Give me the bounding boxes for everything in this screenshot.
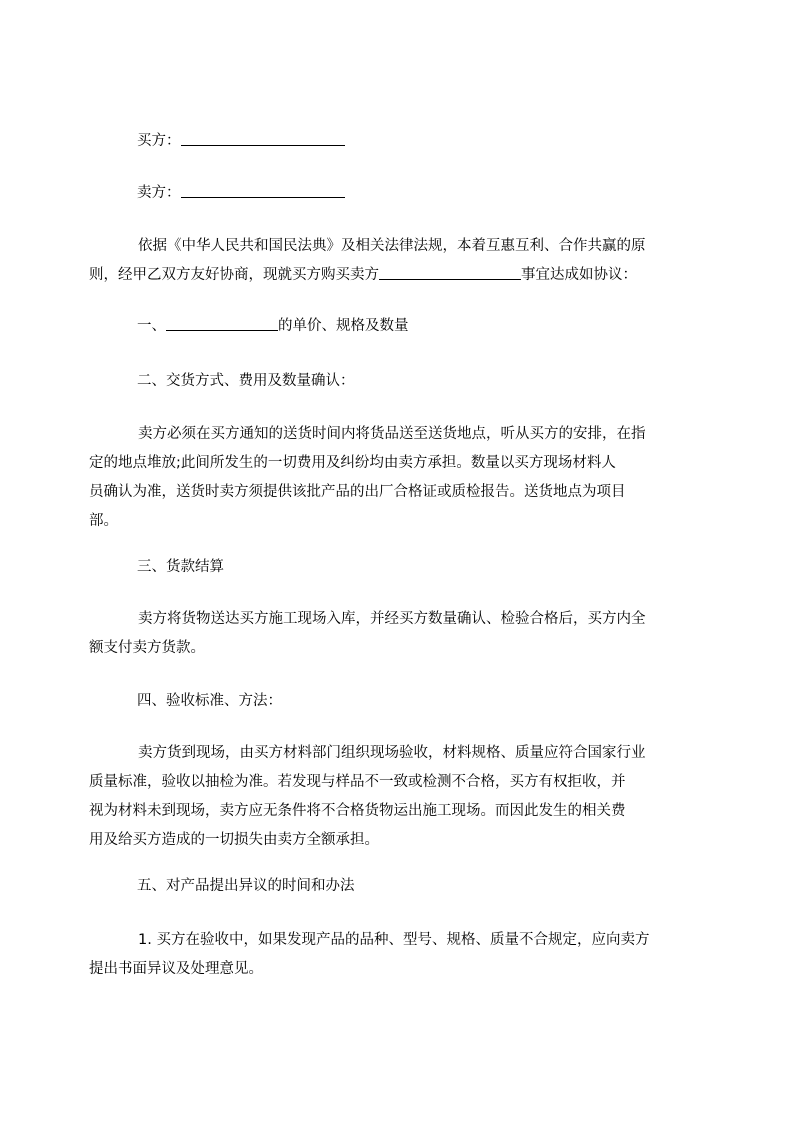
section-3-body — [89, 605, 715, 663]
section-4-line: 卖方货到现场，由买方材料部门组织现场验收，材料规格、质量应符合国家行业 — [138, 745, 646, 761]
preamble-line-2-start: 则，经甲乙双方友好协商，现就买方购买卖方 — [89, 267, 379, 283]
preamble-paragraph — [89, 232, 715, 290]
section-2-line: 定的地点堆放;此间所发生的一切费用及纠纷均由卖方承担。数量以买方现场材料人 — [89, 455, 616, 471]
section-5-heading: 五、对产品提出异议的时间和办法 — [137, 878, 355, 894]
section-5-body — [89, 926, 715, 984]
section-4-body — [89, 739, 715, 855]
section-3-line: 额支付卖方货款。 — [89, 640, 205, 656]
section-2-body — [89, 420, 715, 536]
preamble-line-2-end: 事宜达成如协议： — [521, 267, 637, 283]
seller-line — [89, 179, 715, 208]
section-2-line: 部。 — [89, 513, 118, 529]
section-4-line: 质量标准，验收以抽检为准。若发现与样品不一致或检测不合格，买方有权拒收，并 — [89, 774, 626, 790]
section-4-line: 视为材料未到现场，卖方应无条件将不合格货物运出施工现场。而因此发生的相关费 — [89, 803, 626, 819]
buyer-line — [89, 127, 715, 156]
product-blank[interactable] — [166, 315, 278, 331]
goods-name-blank[interactable] — [379, 264, 521, 280]
section-5-line: 1. 买方在验收中，如果发现产品的品种、型号、规格、质量不合规定，应向卖方 — [138, 932, 650, 948]
section-2-line: 卖方必须在买方通知的送货时间内将货品送至送货地点，听从买方的安排，在指 — [138, 426, 646, 442]
section-1-prefix: 一、 — [137, 318, 166, 334]
section-4-heading: 四、验收标准、方法： — [137, 693, 282, 709]
seller-blank[interactable] — [181, 182, 345, 198]
section-1-suffix: 的单价、规格及数量 — [278, 318, 409, 334]
section-3-heading: 三、货款结算 — [137, 559, 224, 575]
section-5-line: 提出书面异议及处理意见。 — [89, 961, 263, 977]
section-3-line: 卖方将货物送达买方施工现场入库，并经买方数量确认、检验合格后，买方内全 — [138, 611, 646, 627]
buyer-blank[interactable] — [181, 130, 345, 146]
section-2-line: 员确认为准，送货时卖方须提供该批产品的出厂合格证或质检报告。送货地点为项目 — [89, 484, 626, 500]
section-1-heading — [89, 312, 715, 341]
preamble-line-1: 依据《中华人民共和国民法典》及相关法律法规，本着互惠互利、合作共赢的原 — [138, 238, 646, 254]
section-2-heading: 二、交货方式、费用及数量确认： — [137, 373, 355, 389]
seller-label: 卖方： — [137, 185, 181, 201]
preamble-line-2 — [89, 261, 715, 290]
section-4-line: 用及给买方造成的一切损失由卖方全额承担。 — [89, 832, 379, 848]
buyer-label: 买方： — [137, 133, 181, 149]
